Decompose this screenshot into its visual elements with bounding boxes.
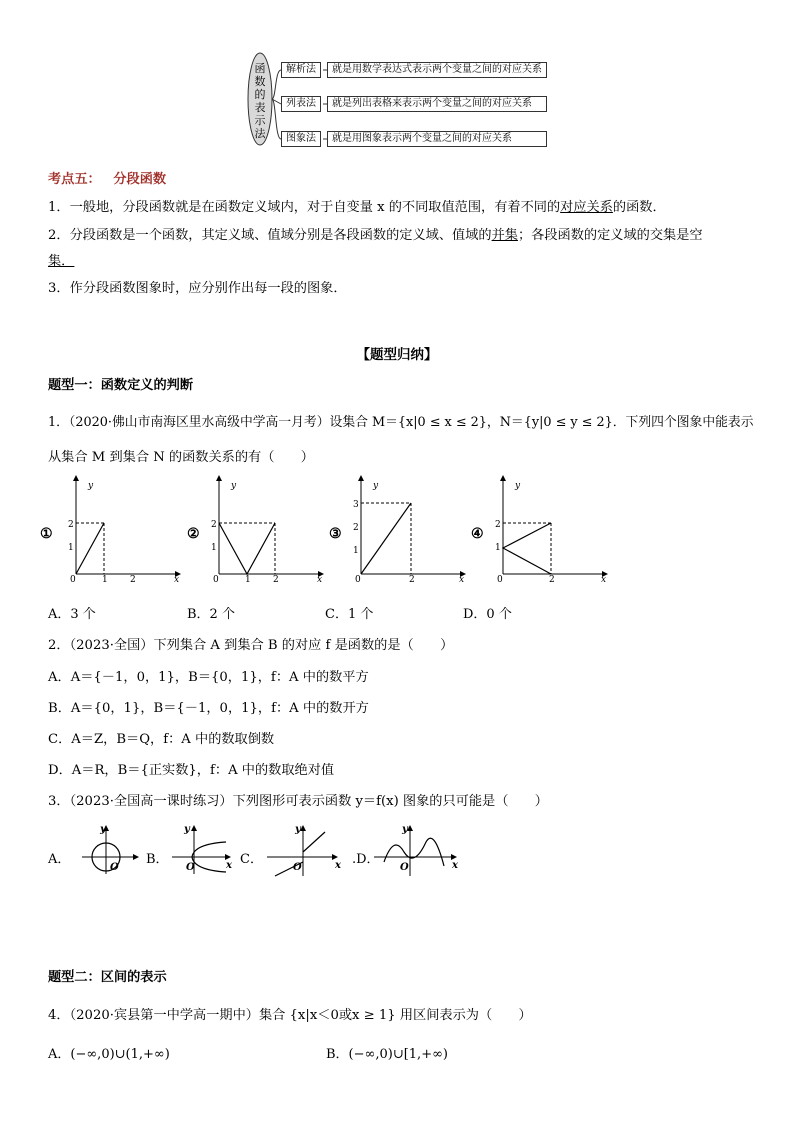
kaodian5-point-3: 3．作分段函数图象时，应分别作出每一段的图象． [48, 281, 347, 296]
q1-option-d: D．0 个 [463, 607, 512, 622]
svg-text:y: y [295, 824, 301, 835]
method-desc-1: 就是用数学表达式表示两个变量之间的对应关系 [327, 62, 547, 78]
q4-option-a: A．(−∞,0)∪(1,+∞) [48, 1047, 170, 1062]
q3-letter-c: C． [240, 852, 263, 867]
svg-text:y: y [100, 824, 106, 835]
svg-text:2: 2 [353, 523, 359, 533]
q2-stem: 2．（2023·全国）下列集合 A 到集合 B 的对应 f 是函数的是（ ） [48, 638, 454, 653]
heading-title: 分段函数 [113, 172, 167, 187]
svg-text:1: 1 [495, 543, 501, 553]
q3-graph-c [267, 824, 342, 876]
svg-text:1: 1 [68, 543, 74, 553]
diagram-center-label: 函数的表示法 [254, 62, 266, 140]
q3-letter-b: B． [146, 852, 169, 867]
q1-option-c: C．1 个 [325, 607, 374, 622]
p2-underlined-1: 并集 [491, 228, 518, 243]
method-desc-2: 就是列出表格来表示两个变量之间的对应关系 [327, 96, 547, 112]
q1-line2: 从集合 M 到集合 N 的函数关系的有（ ） [48, 450, 314, 465]
svg-text:x: x [226, 860, 232, 871]
svg-text:1: 1 [353, 546, 359, 556]
section-title: 【题型归纳】 [356, 347, 438, 363]
svg-text:y: y [231, 481, 237, 491]
svg-text:0: 0 [213, 575, 219, 585]
p2-underlined-2: 集． [48, 254, 75, 269]
graph-1 [40, 476, 180, 585]
method-name-1: 解析法 [281, 62, 321, 78]
svg-text:x: x [174, 575, 180, 585]
kaodian5-heading [48, 168, 166, 187]
graph-4 [471, 476, 607, 585]
svg-text:2: 2 [495, 520, 501, 530]
q1-option-b: B．2 个 [187, 607, 235, 622]
svg-text:y: y [184, 824, 190, 835]
svg-text:2: 2 [68, 520, 74, 530]
svg-text:x: x [452, 860, 458, 871]
method-desc-3: 就是用图象表示两个变量之间的对应关系 [327, 131, 547, 147]
p2-text: 2．分段函数是一个函数，其定义域、值域分别是各段函数的定义域、值域的 [48, 228, 492, 243]
svg-text:1: 1 [102, 575, 108, 585]
q3-graphs [80, 822, 470, 877]
heading-tag: 考点五： [48, 172, 101, 187]
svg-text:x: x [459, 575, 465, 585]
graph-3 [329, 476, 465, 585]
marker-1: ① [40, 526, 53, 542]
q3-stem: 3．（2023·全国高一课时练习）下列图形可表示函数 y＝f(x) 图象的只可能是（ ） [48, 794, 548, 809]
svg-text:y: y [373, 481, 379, 491]
q4-option-b: B．(−∞,0)∪[1,+∞) [326, 1047, 448, 1062]
svg-text:2: 2 [211, 520, 217, 530]
kaodian5-point-2 [48, 224, 703, 243]
svg-text:x: x [317, 575, 323, 585]
representation-diagram [245, 52, 555, 152]
y-axis-label: y [88, 481, 94, 491]
q3-graph-a [82, 824, 138, 874]
kaodian5-point-1 [48, 196, 666, 215]
p1-end: 的函数． [612, 200, 666, 215]
svg-text:O: O [400, 862, 409, 873]
svg-text:O: O [186, 862, 195, 873]
svg-text:0: 0 [355, 575, 361, 585]
marker-4: ④ [471, 526, 484, 542]
svg-text:2: 2 [273, 575, 279, 585]
q3-graph-b [172, 824, 233, 874]
q3-graph-d [374, 824, 459, 876]
q3-letter-d: .D． [352, 852, 380, 867]
q1-graphs [40, 470, 610, 590]
type2-title: 题型二：区间的表示 [48, 970, 167, 985]
q2-option-b: B．A＝{0，1}，B＝{－1，0，1}，f：A 中的数开方 [48, 701, 369, 716]
q2-option-a: A．A＝{－1，0，1}，B＝{0，1}，f：A 中的数平方 [48, 670, 369, 685]
graph-2 [187, 476, 323, 585]
svg-text:2: 2 [130, 575, 136, 585]
p1-underlined: 对应关系 [560, 200, 613, 215]
svg-text:y: y [515, 481, 521, 491]
q1-option-a: A．3 个 [48, 607, 96, 622]
method-name-2: 列表法 [281, 96, 321, 112]
kaodian5-point-2-cont [48, 250, 74, 269]
method-name-3: 图象法 [281, 131, 321, 147]
svg-text:O: O [293, 862, 302, 873]
svg-text:x: x [335, 860, 341, 871]
svg-text:0: 0 [497, 575, 503, 585]
marker-3: ③ [329, 526, 342, 542]
svg-text:O: O [110, 862, 119, 873]
q3-letter-a: A． [48, 852, 71, 867]
svg-text:2: 2 [409, 575, 415, 585]
q2-option-d: D．A＝R，B＝{正实数}，f：A 中的数取绝对值 [48, 763, 335, 778]
svg-text:1: 1 [245, 575, 251, 585]
svg-text:2: 2 [549, 575, 555, 585]
q1-line1: 1．（2020·佛山市南海区里水高级中学高一月考）设集合 M＝{x|0 ≤ x ≤ 2}，N＝{y|0 ≤ y ≤ 2}．下列四个图象中能表示 [48, 415, 754, 430]
q4-stem: 4．（2020·宾县第一中学高一期中）集合 {x|x＜0或x ≥ 1} 用区间表示为（ ） [48, 1008, 532, 1023]
svg-text:x: x [601, 575, 607, 585]
svg-text:1: 1 [211, 543, 217, 553]
q2-option-c: C．A＝Z，B＝Q，f：A 中的数取倒数 [48, 732, 275, 747]
svg-text:y: y [402, 824, 408, 835]
p1-text: 1．一般地，分段函数就是在函数定义域内，对于自变量 x 的不同取值范围，有着不同的 [48, 200, 561, 215]
marker-2: ② [187, 526, 200, 542]
type1-title: 题型一：函数定义的判断 [48, 378, 194, 393]
svg-text:0: 0 [70, 575, 76, 585]
svg-text:3: 3 [353, 500, 359, 510]
p2-text-2: ；各段函数的定义域的交集是空 [517, 228, 703, 243]
